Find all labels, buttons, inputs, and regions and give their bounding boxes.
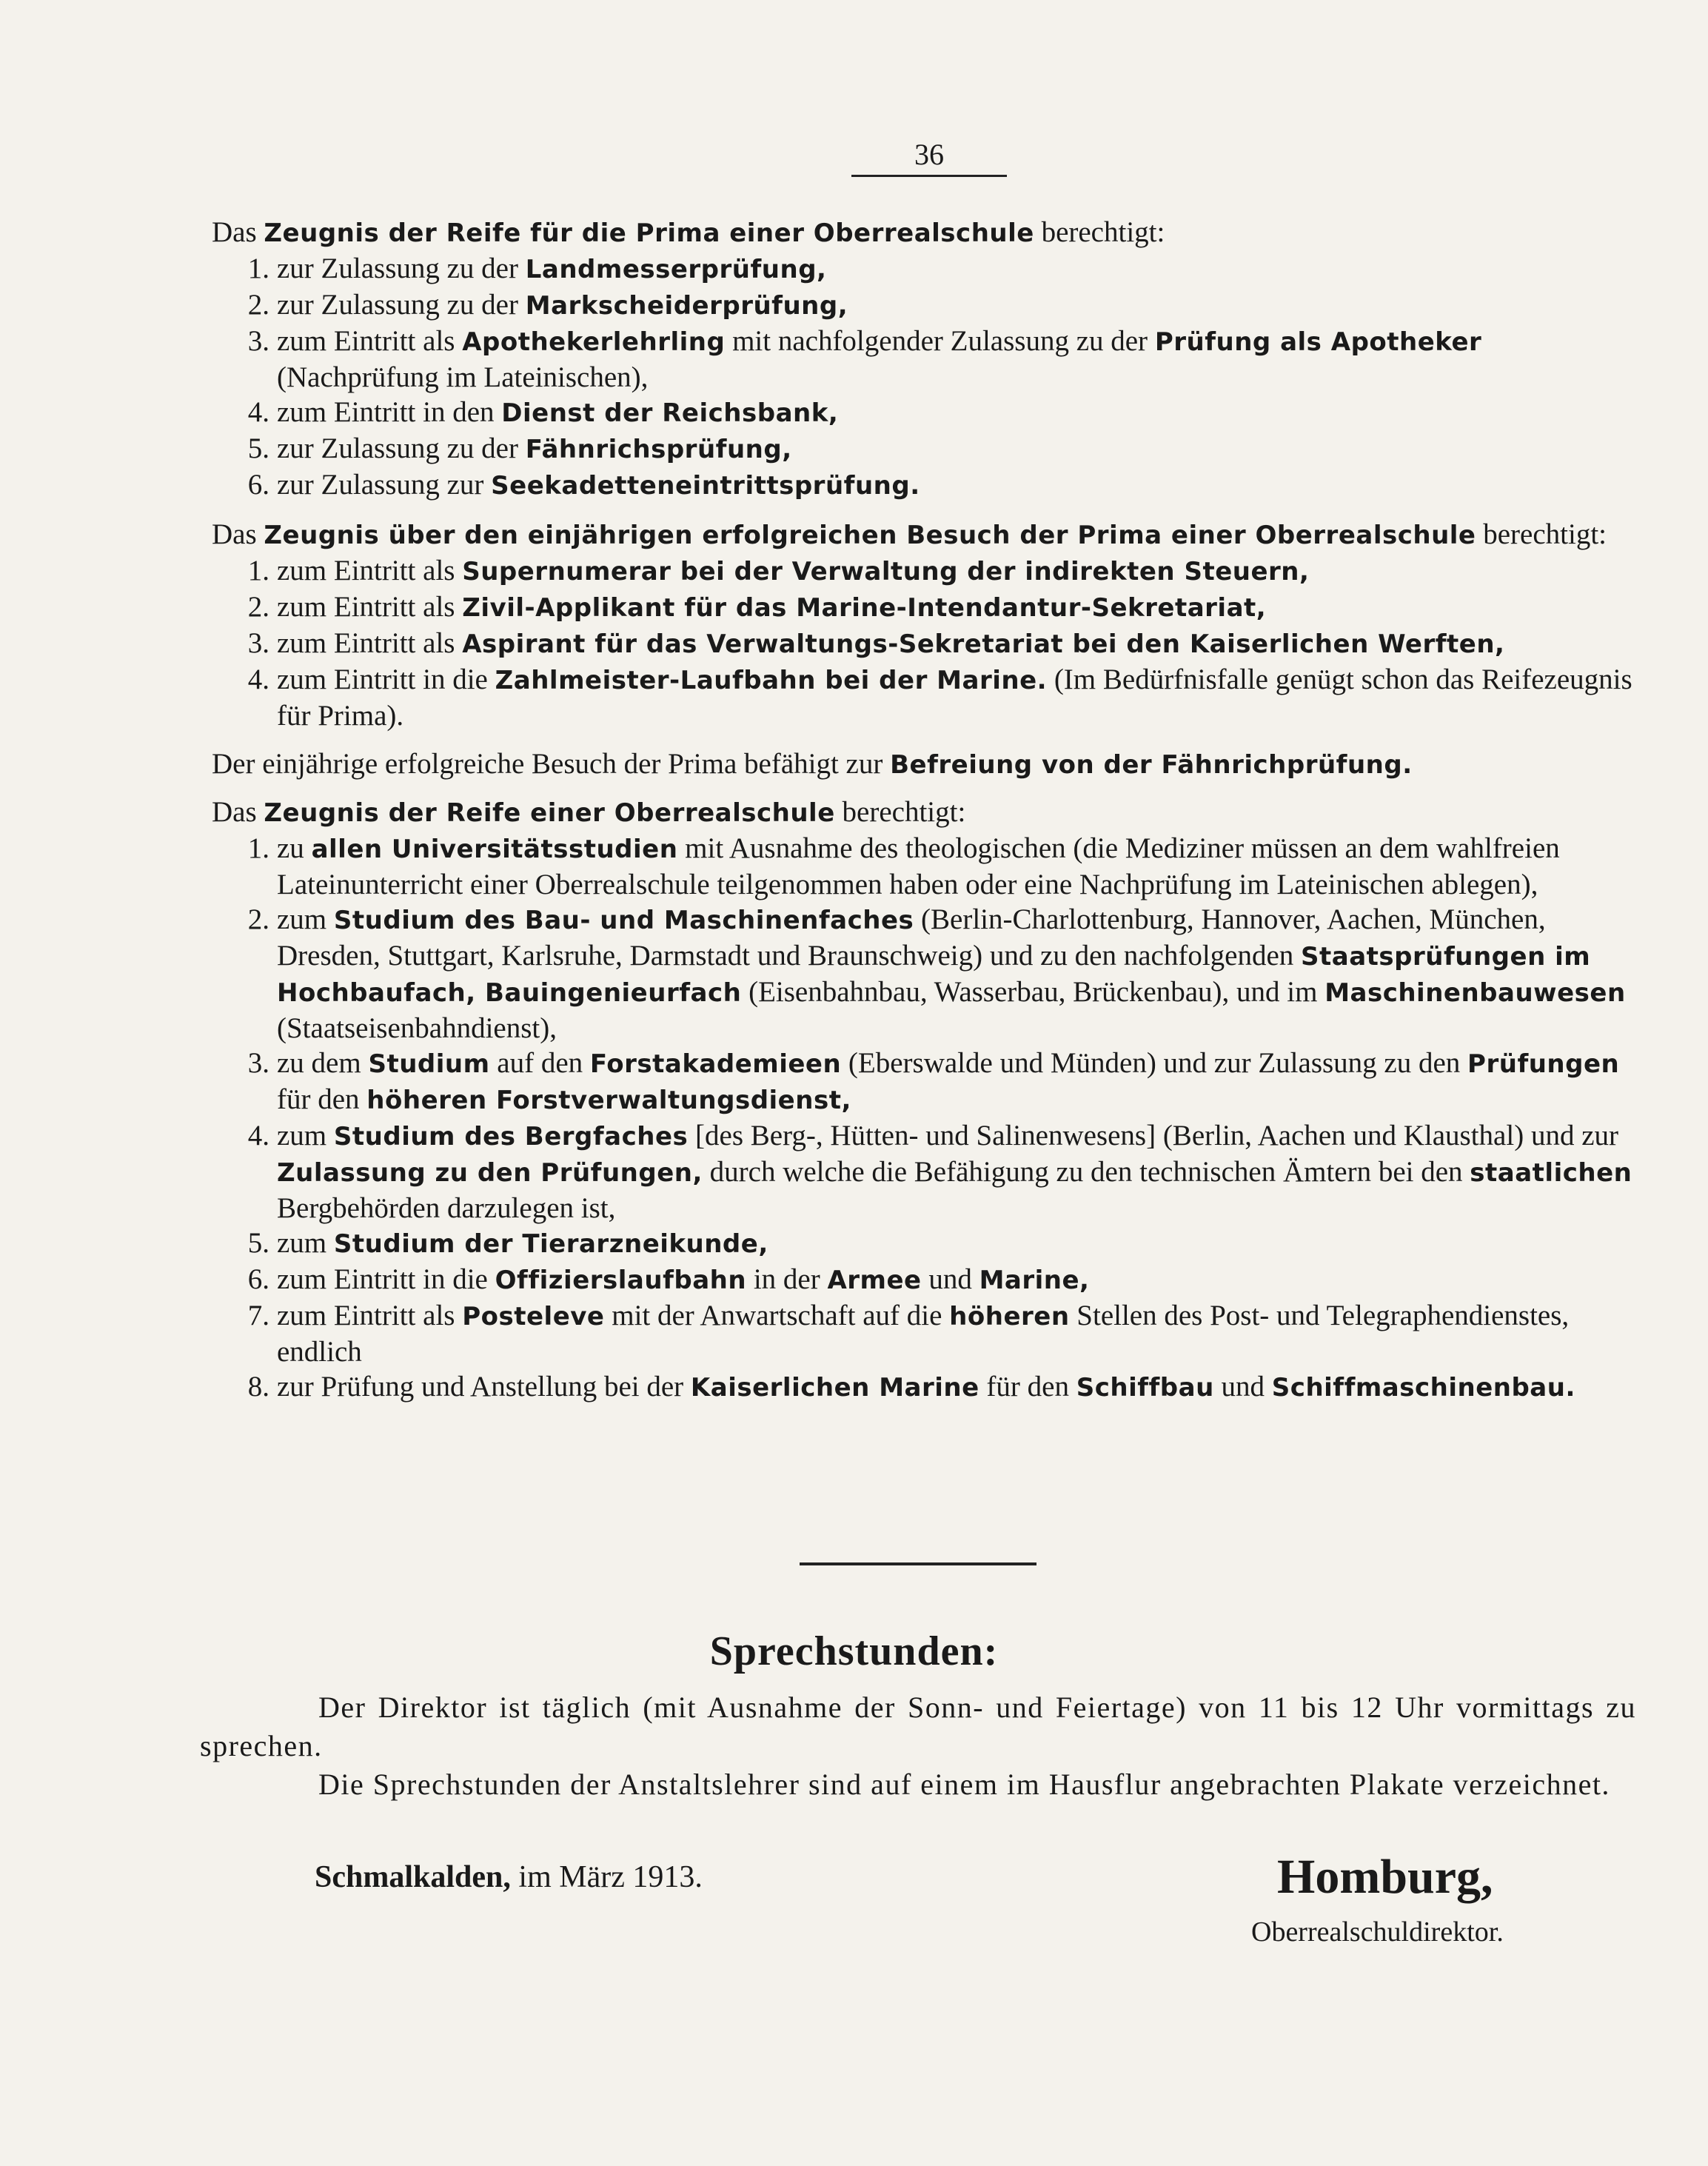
sprechstunden-text (200, 1688, 1636, 1804)
document-body (212, 215, 1641, 1419)
section-divider (800, 1562, 1036, 1565)
section-4-intro: Das Zeugnis der Reife einer Oberrealschule berechtigt: (212, 796, 966, 828)
list-item: 4. zum Studium des Bergfaches [des Berg-, Hütten- und Salinenwesens] (Berlin, Aachen und Klausthal) und zur Zulassung zu den Prüfungen, durch welche die Befähigung zu den technischen Ämtern bei den staatlichen Bergbehörden darzulegen ist, (247, 1120, 1632, 1224)
list-item: 3. zum Eintritt als Apothekerlehrling mit nachfolgender Zulassung zu der Prüfung als Apotheker (Nachprüfung im Lateinischen), (247, 325, 1482, 393)
list-item: 4. zum Eintritt in den Dienst der Reichsbank, (247, 396, 839, 428)
page-number: 36 (914, 138, 944, 171)
list-item: 3. zum Eintritt als Aspirant für das Verwaltungs-Sekretariat bei den Kaiserlichen Werften, (247, 627, 1505, 659)
list-item: 6. zum Eintritt in die Offizierslaufbahn in der Armee und Marine, (247, 1263, 1090, 1295)
list-item: 7. zum Eintritt als Posteleve mit der Anwartschaft auf die höheren Stellen des Post- und Telegraphendienstes, endlich (247, 1300, 1570, 1368)
section-1-intro: Das Zeugnis der Reife für die Prima einer Oberrealschule berechtigt: (212, 216, 1165, 248)
list-item: 2. zum Studium des Bau- und Maschinenfaches (Berlin-Charlottenburg, Hannover, Aachen, München, Dresden, Stuttgart, Karlsruhe, Darmstadt und Braunschweig) und zu den nachfolgenden Staatsprüfungen im Hochbaufach, Bauingenieurfach (Eisenbahnbau, Wasserbau, Brückenbau), und im Maschinenbauwesen (Staatseisenbahndienst), (247, 903, 1626, 1044)
signature-name: Homburg, (1277, 1850, 1493, 1904)
list-item: 5. zum Studium der Tierarzneikunde, (247, 1227, 768, 1259)
list-item: 8. zur Prüfung und Anstellung bei der Kaiserlichen Marine für den Schiffbau und Schiffmaschinenbau. (247, 1371, 1575, 1403)
list-item: 1. zu allen Universitätsstudien mit Ausnahme des theologischen (die Mediziner müssen an dem wahlfreien Lateinunterricht einer Oberrealschule teilgenommen haben oder eine Nachprüfung im Lateinischen ablegen), (247, 832, 1560, 900)
signature-title: Oberrealschuldirektor. (1251, 1916, 1504, 1948)
list-item: 6. zur Zulassung zur Seekadetteneintrittsprüfung. (247, 469, 920, 501)
section-2-intro: Das Zeugnis über den einjährigen erfolgreichen Besuch der Prima einer Oberrealschule berechtigt: (212, 518, 1607, 550)
list-item: 2. zur Zulassung zu der Markscheiderprüfung, (247, 289, 848, 321)
section-4-list (212, 831, 1641, 1405)
director-hours: Der Direktor ist täglich (mit Ausnahme der Sonn- und Feiertage) von 11 bis 12 Uhr vormittags zu sprechen. (200, 1691, 1636, 1762)
section-1-list (212, 251, 1641, 504)
list-item: 5. zur Zulassung zu der Fähnrichsprüfung, (247, 432, 792, 464)
sprechstunden-heading: Sprechstunden: (709, 1628, 999, 1674)
section-2-list (212, 553, 1641, 733)
list-item: 1. zur Zulassung zu der Landmesserprüfung, (247, 253, 827, 284)
list-item: 4. zum Eintritt in die Zahlmeister-Laufbahn bei der Marine. (Im Bedürfnisfalle genügt schon das Reifezeugnis für Prima). (247, 663, 1632, 732)
section-3-paragraph: Der einjährige erfolgreiche Besuch der Prima befähigt zur Befreiung von der Fähnrichprüfung. (212, 748, 1413, 780)
list-item: 3. zu dem Studium auf den Forstakademieen (Eberswalde und Münden) und zur Zulassung zu den Prüfungen für den höheren Forstverwaltungsdienst, (247, 1047, 1620, 1115)
list-item: 1. zum Eintritt als Supernumerar bei der Verwaltung der indirekten Steuern, (247, 555, 1310, 586)
list-item: 2. zum Eintritt als Zivil-Applikant für das Marine-Intendantur-Sekretariat, (247, 591, 1267, 623)
place-date: Schmalkalden, im März 1913. (315, 1860, 703, 1894)
page-number-rule (851, 175, 1007, 177)
teacher-hours: Die Sprechstunden der Anstaltslehrer sind auf einem im Hausflur angebrachten Plakate verzeichnet. (318, 1768, 1610, 1801)
